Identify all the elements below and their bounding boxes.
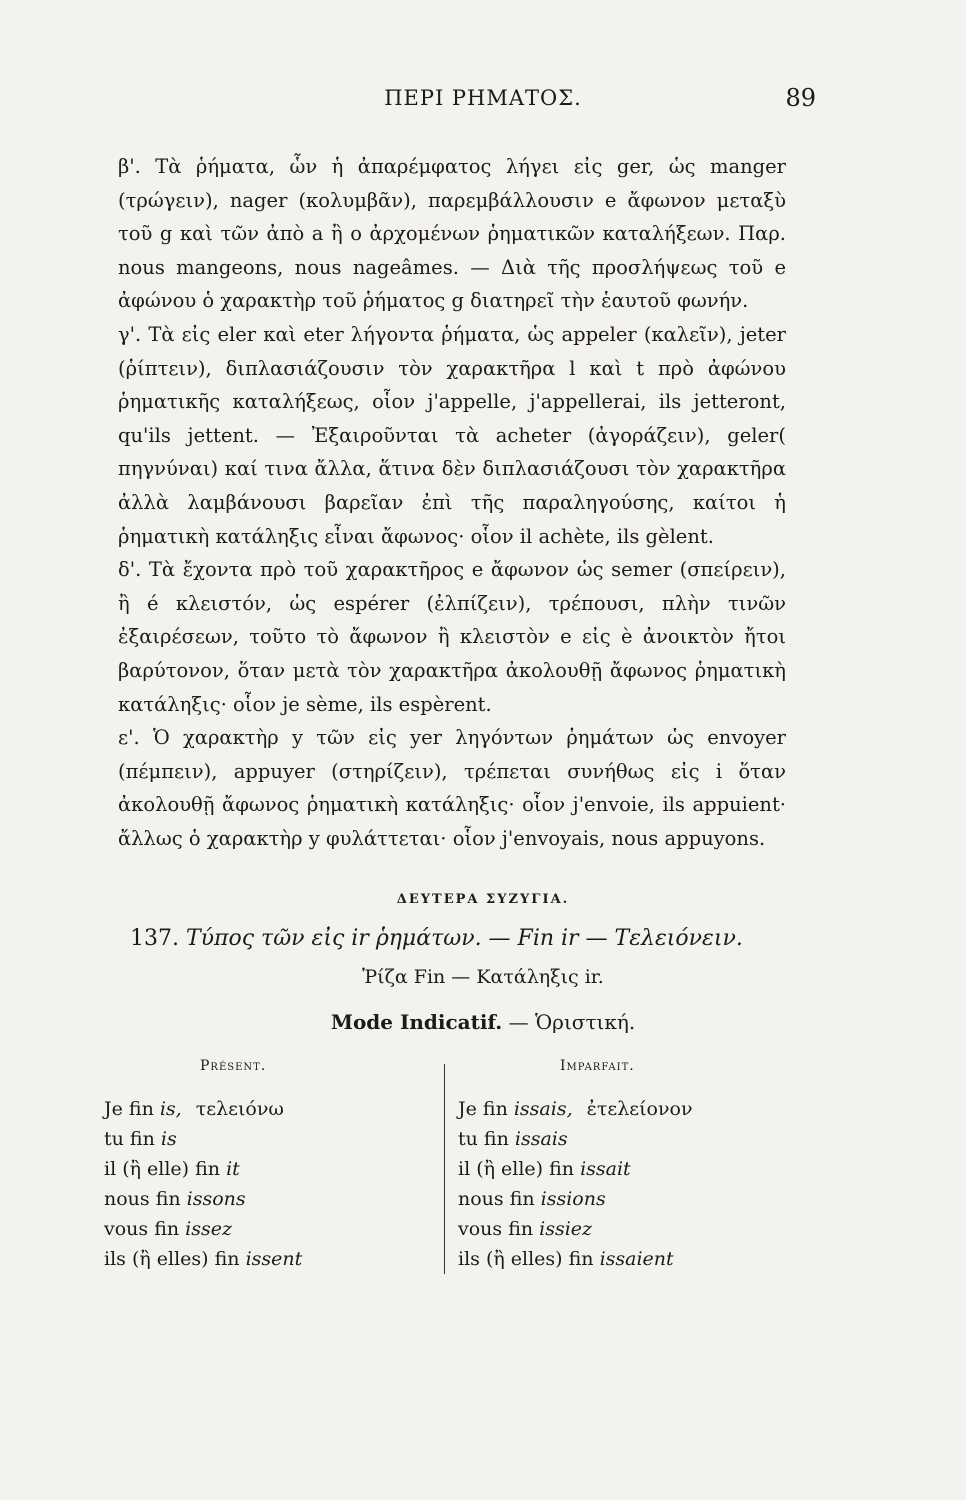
mode-greek: — Ὁριστική. <box>508 1010 636 1034</box>
paragraph-beta: β'. Τὰ ῥήματα, ὧν ἡ ἀπαρέμφατος λήγει εἰς ger, ὡς manger (τρώγειν), nager (κολυμβᾶν), παρεμβάλλουσιν e ἄφωνον μεταξὺ τοῦ g καὶ τῶν ἀπὸ a ἢ o ἀρχομένων ῥηματικῶν καταλήξεων. Παρ. nous mangeons, nous nageâmes. — Διὰ τῆς προσλήψεως τοῦ e ἀφώνου ὁ χαρακτὴρ τοῦ ῥήματος g διατηρεῖ τὴν ἑαυτοῦ φωνήν. <box>118 155 786 313</box>
column-divider <box>444 1064 445 1274</box>
conjugation-row: tu fin is <box>104 1128 177 1150</box>
imparfait-conjugation <box>458 1094 778 1274</box>
mode-french: Mode Indicatif. <box>330 1010 503 1034</box>
present-conjugation <box>104 1094 434 1274</box>
conjugation-row: Je fin issais, ἐτελείονον <box>458 1098 693 1120</box>
conjugation-row: il (ἢ elle) fin it <box>104 1158 240 1180</box>
paragraph-epsilon: ε'. Ὁ χαρακτὴρ y τῶν εἰς yer ληγόντων ῥημάτων ὡς envoyer (πέμπειν), appuyer (στηρίζειν), τρέπεται συνήθως εἰς i ὅταν ἀκολουθῇ ἄφωνος ῥηματικὴ κατάληξις· οἷον j'envoie, ils appuient· ἄλλως ὁ χαρακτὴρ y φυλάττεται· οἷον j'envoyais, nous appuyons. <box>118 726 786 850</box>
conjugation-row: vous fin issez <box>104 1218 232 1240</box>
body-text <box>118 150 786 855</box>
paragraph-delta: δ'. Τὰ ἔχοντα πρὸ τοῦ χαρακτῆρος e ἄφωνον ὡς semer (σπείρειν), ἢ é κλειστόν, ὡς espérer (ἐλπίζειν), τρέπουσι, πλὴν τινῶν ἐξαιρέσεων, τοῦτο τὸ ἄφωνον ἢ κλειστὸν e εἰς è ἀνοικτὸν ἤτοι βαρύτονον, ὅταν μετὰ τὸν χαρακτῆρα ἀκολουθῇ ἄφωνος ῥηματικὴ κατάληξις· οἷον je sème, ils espèrent. <box>118 558 786 716</box>
conjugation-row: vous fin issiez <box>458 1218 593 1240</box>
imparfait-header: Imparfait. <box>560 1058 635 1074</box>
root-line: Ῥίζα Fin — Κατάληξις ir. <box>362 966 604 988</box>
conjugation-row: nous fin issons <box>104 1188 246 1210</box>
section-title: ΔΕΥΤΕΡΑ ΣΥΖΥΓΙΑ. <box>396 892 570 907</box>
conjugation-row: il (ἢ elle) fin issait <box>458 1158 631 1180</box>
conjugation-row: Je fin is, τελειόνω <box>104 1098 284 1120</box>
page-number: 89 <box>785 84 816 112</box>
type-heading <box>130 926 830 951</box>
conjugation-row: nous fin issions <box>458 1188 606 1210</box>
running-head: ΠΕΡΙ ΡΗΜΑΤΟΣ. <box>384 86 582 110</box>
conjugation-row: tu fin issais <box>458 1128 568 1150</box>
mode-heading <box>0 1010 966 1034</box>
paragraph-gamma: γ'. Τὰ εἰς eler καὶ eter λήγοντα ῥήματα, ὡς appeler (καλεῖν), jeter (ῥίπτειν), διπλασιάζουσιν τὸν χαρακτῆρα l καὶ t πρὸ ἀφώνου ῥηματικῆς καταλήξεως, οἷον j'appelle, j'appellerai, ils jetteront, qu'ils jettent. — Ἐξαιροῦνται τὰ acheter (ἀγοράζειν), geler( πηγνύναι) καί τινα ἄλλα, ἅτινα δὲν διπλασιάζουσι τὸν χαρακτῆρα ἀλλὰ λαμβάνουσι βαρεῖαν ἐπὶ τῆς παραληγούσης, καίτοι ἡ ῥηματικὴ κατάληξις εἶναι ἄφωνος· οἷον il achète, ils gèlent. <box>118 322 786 548</box>
conjugation-row: ils (ἢ elles) fin issaient <box>458 1248 674 1270</box>
conjugation-row: ils (ἢ elles) fin issent <box>104 1248 303 1270</box>
present-header: Présent. <box>200 1058 267 1074</box>
type-text: Τύπος τῶν εἰς ir ῥημάτων. — Fin ir — Τελειόνειν. <box>185 926 743 951</box>
type-number: 137. <box>130 926 179 951</box>
